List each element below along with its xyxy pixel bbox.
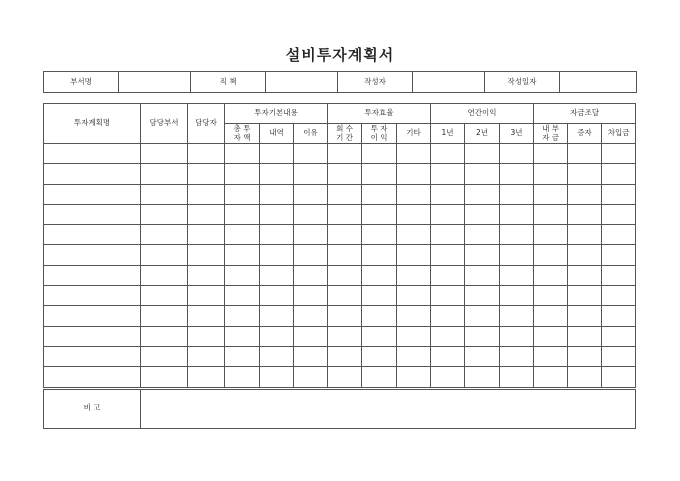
table-cell[interactable] xyxy=(500,164,534,184)
dept-field[interactable] xyxy=(119,72,191,93)
table-cell[interactable] xyxy=(465,326,500,346)
header-fund-capital: 증자 xyxy=(568,124,602,144)
header-eff-return xyxy=(362,124,397,144)
table-cell[interactable] xyxy=(188,286,225,306)
table-cell[interactable] xyxy=(568,367,602,388)
table-cell[interactable] xyxy=(188,306,225,326)
table-cell[interactable] xyxy=(397,346,431,366)
table-cell[interactable] xyxy=(362,326,397,346)
header-basic-detail: 내역 xyxy=(260,124,294,144)
table-cell[interactable] xyxy=(397,326,431,346)
table-cell[interactable] xyxy=(225,144,260,164)
table-cell[interactable] xyxy=(568,326,602,346)
table-cell[interactable] xyxy=(362,265,397,285)
table-cell[interactable] xyxy=(568,225,602,245)
header-eff-recovery-line2: 기 간 xyxy=(336,132,353,142)
table-cell[interactable] xyxy=(141,265,188,285)
remarks-label: 비 고 xyxy=(44,388,141,428)
table-cell[interactable] xyxy=(397,164,431,184)
table-cell[interactable] xyxy=(260,245,294,265)
header-basic-total-line1: 총 투 xyxy=(233,124,251,134)
table-cell[interactable] xyxy=(225,286,260,306)
table-cell[interactable] xyxy=(431,286,465,306)
table-cell[interactable] xyxy=(431,204,465,224)
info-table xyxy=(43,71,637,93)
table-cell[interactable] xyxy=(141,367,188,388)
table-cell[interactable] xyxy=(534,245,568,265)
table-cell[interactable] xyxy=(465,367,500,388)
table-cell[interactable] xyxy=(602,164,636,184)
table-cell[interactable] xyxy=(188,225,225,245)
table-cell[interactable] xyxy=(141,286,188,306)
table-cell[interactable] xyxy=(328,184,362,204)
table-cell[interactable] xyxy=(141,144,188,164)
header-eff-return-line1: 투 자 xyxy=(370,124,388,134)
table-cell[interactable] xyxy=(397,144,431,164)
table-cell[interactable] xyxy=(188,346,225,366)
table-cell[interactable] xyxy=(500,306,534,326)
table-cell[interactable] xyxy=(44,265,141,285)
table-row xyxy=(44,265,636,285)
table-cell[interactable] xyxy=(534,286,568,306)
table-cell[interactable] xyxy=(44,184,141,204)
table-cell[interactable] xyxy=(431,184,465,204)
table-cell[interactable] xyxy=(294,367,328,388)
table-cell[interactable] xyxy=(362,144,397,164)
table-cell[interactable] xyxy=(328,245,362,265)
table-cell[interactable] xyxy=(534,164,568,184)
table-cell[interactable] xyxy=(44,225,141,245)
table-cell[interactable] xyxy=(294,346,328,366)
table-cell[interactable] xyxy=(397,367,431,388)
table-cell[interactable] xyxy=(141,306,188,326)
table-cell[interactable] xyxy=(500,326,534,346)
table-cell[interactable] xyxy=(188,184,225,204)
table-row xyxy=(44,346,636,366)
table-cell[interactable] xyxy=(431,164,465,184)
table-cell[interactable] xyxy=(362,184,397,204)
table-cell[interactable] xyxy=(188,367,225,388)
table-cell[interactable] xyxy=(294,326,328,346)
header-basic-reason: 이유 xyxy=(294,124,328,144)
table-cell[interactable] xyxy=(44,144,141,164)
author-field[interactable] xyxy=(413,72,485,93)
table-cell[interactable] xyxy=(188,245,225,265)
table-cell[interactable] xyxy=(602,184,636,204)
header-dept: 담당부서 xyxy=(141,104,188,144)
header-basic-total xyxy=(225,124,260,144)
table-cell[interactable] xyxy=(397,245,431,265)
table-cell[interactable] xyxy=(500,367,534,388)
table-cell[interactable] xyxy=(328,367,362,388)
header-efficiency: 투자효율 xyxy=(328,104,431,124)
table-cell[interactable] xyxy=(44,306,141,326)
table-cell[interactable] xyxy=(465,164,500,184)
position-field[interactable] xyxy=(266,72,338,93)
table-row xyxy=(44,204,636,224)
table-cell[interactable] xyxy=(568,164,602,184)
header-basic-total-line2: 자 액 xyxy=(233,132,251,142)
table-cell[interactable] xyxy=(431,144,465,164)
table-cell[interactable] xyxy=(294,204,328,224)
table-cell[interactable] xyxy=(188,326,225,346)
header-plan: 투자계획명 xyxy=(44,104,141,144)
table-cell[interactable] xyxy=(362,164,397,184)
table-cell[interactable] xyxy=(294,225,328,245)
table-cell[interactable] xyxy=(260,306,294,326)
table-row xyxy=(44,286,636,306)
table-cell[interactable] xyxy=(568,204,602,224)
table-cell[interactable] xyxy=(328,306,362,326)
table-cell[interactable] xyxy=(225,367,260,388)
table-cell[interactable] xyxy=(260,286,294,306)
table-cell[interactable] xyxy=(465,245,500,265)
table-cell[interactable] xyxy=(534,144,568,164)
table-cell[interactable] xyxy=(431,306,465,326)
table-cell[interactable] xyxy=(44,367,141,388)
table-cell[interactable] xyxy=(534,265,568,285)
header-fund-loan: 차입금 xyxy=(602,124,636,144)
author-label: 작성자 xyxy=(338,72,413,93)
table-cell[interactable] xyxy=(602,245,636,265)
table-row xyxy=(44,225,636,245)
table-cell[interactable] xyxy=(465,286,500,306)
table-cell[interactable] xyxy=(328,326,362,346)
table-cell[interactable] xyxy=(44,346,141,366)
table-cell[interactable] xyxy=(294,286,328,306)
table-cell[interactable] xyxy=(602,144,636,164)
table-row xyxy=(44,144,636,164)
header-eff-recovery xyxy=(328,124,362,144)
document-title: 설비투자계획서 xyxy=(285,46,395,64)
table-cell[interactable] xyxy=(568,346,602,366)
table-cell[interactable] xyxy=(602,326,636,346)
table-row xyxy=(44,306,636,326)
table-cell[interactable] xyxy=(362,204,397,224)
table-cell[interactable] xyxy=(431,265,465,285)
table-cell[interactable] xyxy=(534,367,568,388)
table-cell[interactable] xyxy=(141,164,188,184)
header-eff-recovery-line1: 회 수 xyxy=(336,124,353,134)
table-cell[interactable] xyxy=(141,245,188,265)
table-cell[interactable] xyxy=(602,225,636,245)
table-cell[interactable] xyxy=(141,225,188,245)
table-cell[interactable] xyxy=(568,144,602,164)
table-cell[interactable] xyxy=(328,164,362,184)
table-cell[interactable] xyxy=(225,245,260,265)
table-cell[interactable] xyxy=(260,144,294,164)
table-cell[interactable] xyxy=(602,346,636,366)
table-row xyxy=(44,184,636,204)
table-cell[interactable] xyxy=(260,326,294,346)
table-cell[interactable] xyxy=(602,265,636,285)
table-cell[interactable] xyxy=(534,184,568,204)
table-cell[interactable] xyxy=(465,225,500,245)
remarks-row xyxy=(44,388,636,428)
header-fund-internal-line2: 자 금 xyxy=(542,132,559,142)
table-cell[interactable] xyxy=(500,204,534,224)
date-label: 작성일자 xyxy=(485,72,560,93)
table-cell[interactable] xyxy=(500,225,534,245)
table-cell[interactable] xyxy=(362,286,397,306)
table-cell[interactable] xyxy=(568,265,602,285)
header-basic: 투자기본내용 xyxy=(225,104,328,124)
table-cell[interactable] xyxy=(260,184,294,204)
header-fund-internal-line1: 내 부 xyxy=(542,124,559,134)
table-row xyxy=(44,245,636,265)
table-cell[interactable] xyxy=(328,144,362,164)
table-cell[interactable] xyxy=(500,265,534,285)
table-cell[interactable] xyxy=(294,164,328,184)
table-cell[interactable] xyxy=(397,265,431,285)
table-cell[interactable] xyxy=(500,346,534,366)
header-eff-return-line2: 이 익 xyxy=(370,132,388,142)
table-cell[interactable] xyxy=(328,265,362,285)
table-cell[interactable] xyxy=(465,265,500,285)
table-cell[interactable] xyxy=(260,265,294,285)
table-cell[interactable] xyxy=(602,367,636,388)
header-fund-internal xyxy=(534,124,568,144)
table-cell[interactable] xyxy=(397,204,431,224)
table-cell[interactable] xyxy=(362,225,397,245)
date-field[interactable] xyxy=(560,72,637,93)
table-cell[interactable] xyxy=(294,144,328,164)
table-cell[interactable] xyxy=(602,306,636,326)
table-cell[interactable] xyxy=(188,204,225,224)
table-cell[interactable] xyxy=(465,204,500,224)
table-cell[interactable] xyxy=(534,346,568,366)
table-cell[interactable] xyxy=(431,367,465,388)
table-cell[interactable] xyxy=(294,184,328,204)
table-cell[interactable] xyxy=(362,306,397,326)
table-cell[interactable] xyxy=(465,306,500,326)
table-cell[interactable] xyxy=(44,326,141,346)
table-cell[interactable] xyxy=(431,225,465,245)
table-cell[interactable] xyxy=(534,225,568,245)
table-cell[interactable] xyxy=(260,204,294,224)
table-cell[interactable] xyxy=(568,306,602,326)
table-cell[interactable] xyxy=(397,225,431,245)
table-cell[interactable] xyxy=(534,326,568,346)
table-cell[interactable] xyxy=(225,326,260,346)
table-cell[interactable] xyxy=(568,245,602,265)
table-cell[interactable] xyxy=(431,326,465,346)
remarks-field[interactable] xyxy=(141,388,636,428)
table-cell[interactable] xyxy=(500,184,534,204)
table-cell[interactable] xyxy=(500,286,534,306)
table-cell[interactable] xyxy=(294,265,328,285)
table-cell[interactable] xyxy=(225,306,260,326)
table-cell[interactable] xyxy=(328,225,362,245)
table-cell[interactable] xyxy=(431,346,465,366)
table-cell[interactable] xyxy=(362,367,397,388)
dept-label: 부서명 xyxy=(44,72,119,93)
header-year2: 2년 xyxy=(465,124,500,144)
table-cell[interactable] xyxy=(568,184,602,204)
table-cell[interactable] xyxy=(362,245,397,265)
table-cell[interactable] xyxy=(534,204,568,224)
table-cell[interactable] xyxy=(465,184,500,204)
table-row xyxy=(44,164,636,184)
header-annual: 연간이익 xyxy=(431,104,534,124)
header-eff-other: 기타 xyxy=(397,124,431,144)
table-cell[interactable] xyxy=(260,225,294,245)
table-cell[interactable] xyxy=(260,346,294,366)
table-cell[interactable] xyxy=(44,204,141,224)
table-cell[interactable] xyxy=(328,286,362,306)
table-cell[interactable] xyxy=(225,265,260,285)
table-cell[interactable] xyxy=(225,346,260,366)
table-cell[interactable] xyxy=(431,245,465,265)
table-cell[interactable] xyxy=(141,204,188,224)
table-cell[interactable] xyxy=(141,346,188,366)
table-cell[interactable] xyxy=(534,306,568,326)
table-cell[interactable] xyxy=(188,144,225,164)
table-cell[interactable] xyxy=(602,204,636,224)
table-cell[interactable] xyxy=(141,326,188,346)
table-cell[interactable] xyxy=(568,286,602,306)
table-cell[interactable] xyxy=(225,204,260,224)
table-cell[interactable] xyxy=(328,346,362,366)
table-cell[interactable] xyxy=(294,306,328,326)
table-cell[interactable] xyxy=(225,225,260,245)
table-cell[interactable] xyxy=(44,286,141,306)
table-cell[interactable] xyxy=(465,346,500,366)
table-row xyxy=(44,367,636,388)
table-cell[interactable] xyxy=(44,245,141,265)
table-cell[interactable] xyxy=(500,245,534,265)
table-cell[interactable] xyxy=(260,164,294,184)
table-cell[interactable] xyxy=(225,164,260,184)
investment-table xyxy=(43,103,636,429)
table-cell[interactable] xyxy=(465,144,500,164)
table-cell[interactable] xyxy=(225,184,260,204)
table-cell[interactable] xyxy=(44,164,141,184)
table-cell[interactable] xyxy=(397,286,431,306)
table-cell[interactable] xyxy=(188,164,225,184)
table-cell[interactable] xyxy=(141,184,188,204)
table-cell[interactable] xyxy=(362,346,397,366)
table-cell[interactable] xyxy=(294,245,328,265)
table-row xyxy=(44,326,636,346)
header-year3: 3년 xyxy=(500,124,534,144)
table-cell[interactable] xyxy=(500,144,534,164)
position-label: 직 책 xyxy=(191,72,266,93)
table-cell[interactable] xyxy=(260,367,294,388)
table-cell[interactable] xyxy=(397,184,431,204)
table-cell[interactable] xyxy=(602,286,636,306)
table-cell[interactable] xyxy=(328,204,362,224)
table-cell[interactable] xyxy=(188,265,225,285)
table-cell[interactable] xyxy=(397,306,431,326)
header-year1: 1년 xyxy=(431,124,465,144)
header-funding: 자금조달 xyxy=(534,104,636,124)
header-person: 담당자 xyxy=(188,104,225,144)
